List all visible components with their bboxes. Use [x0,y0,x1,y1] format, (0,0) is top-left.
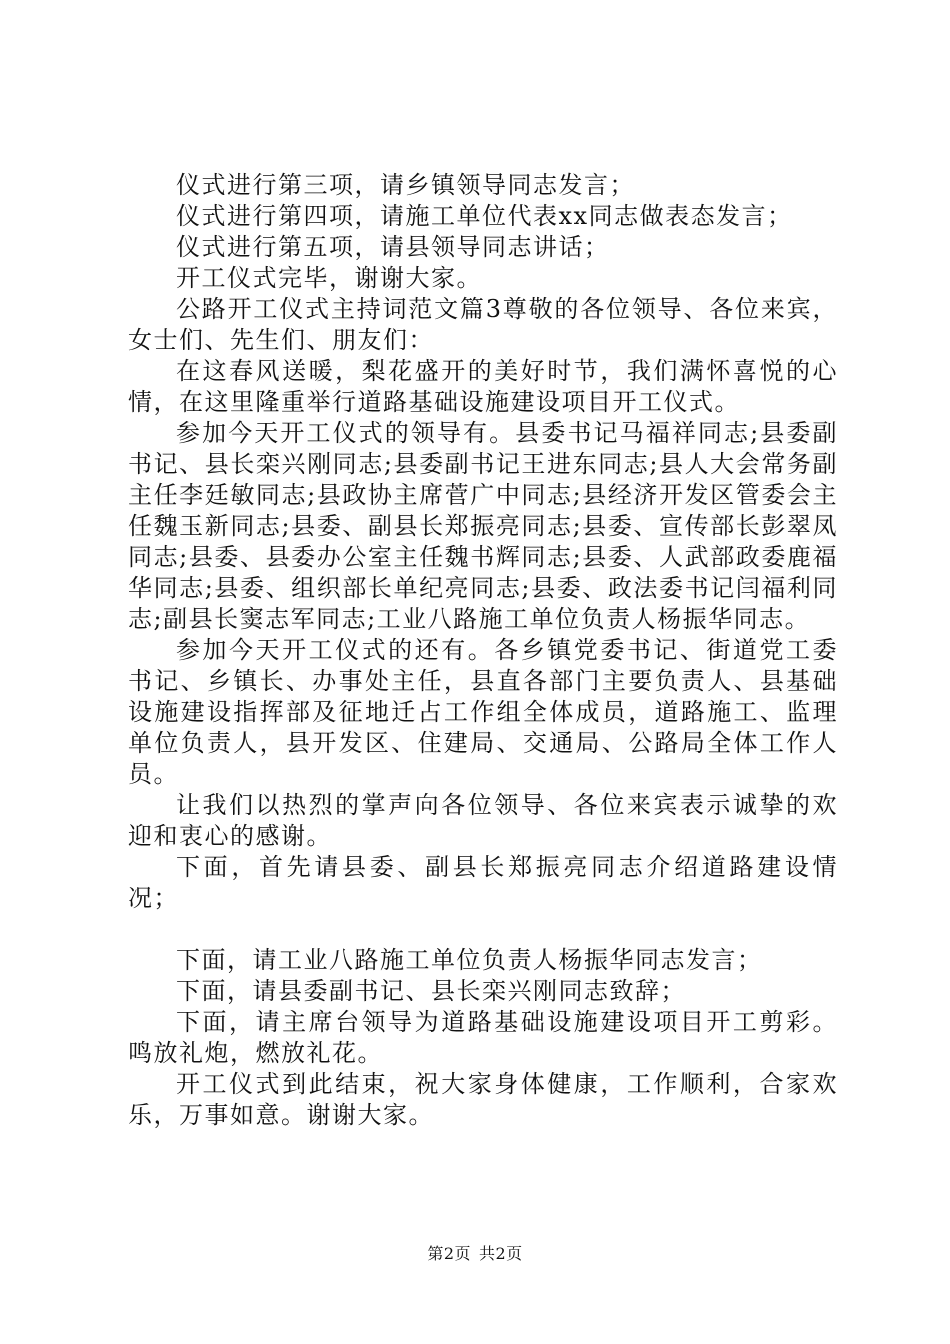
paragraph-gap [128,914,838,945]
paragraph: 参加今天开工仪式的领导有。县委书记马福祥同志;县委副书记、县长栾兴刚同志;县委副书记王进东同志;县人大会常务副主任李廷敏同志;县政协主席菅广中同志;县经济开发区管委会主任魏玉新同志;县委、副县长郑振亮同志;县委、宣传部长彭翠凤同志;县委、县委办公室主任魏书辉同志;县委、人武部政委鹿福华同志;县委、组织部长单纪亮同志;县委、政法委书记闫福利同志;副县长窦志军同志;工业八路施工单位负责人杨振华同志。 [128,419,838,633]
paragraph: 下面，请主席台领导为道路基础设施建设项目开工剪彩。鸣放礼炮，燃放礼花。 [128,1008,838,1067]
paragraph: 参加今天开工仪式的还有。各乡镇党委书记、街道党工委书记、乡镇长、办事处主任，县直各部门主要负责人、县基础设施建设指挥部及征地迁占工作组全体成员，道路施工、监理单位负责人，县开发区、住建局、交通局、公路局全体工作人员。 [128,636,838,788]
page-footer [0,1244,950,1264]
paragraph: 开工仪式完毕，谢谢大家。 [176,264,482,292]
document-body [128,170,838,1131]
paragraph: 公路开工仪式主持词范文篇3尊敬的各位领导、各位来宾，女士们、先生们、朋友们： [128,295,838,354]
paragraph: 仪式进行第五项，请县领导同志讲话； [176,233,610,261]
page-total: 共2页 [479,1244,523,1263]
paragraph: 开工仪式到此结束，祝大家身体健康，工作顺利，合家欢乐，万事如意。谢谢大家。 [128,1070,838,1129]
paragraph: 下面，请县委副书记、县长栾兴刚同志致辞； [176,977,686,1005]
paragraph: 让我们以热烈的掌声向各位领导、各位来宾表示诚挚的欢迎和衷心的感谢。 [128,791,838,850]
paragraph: 仪式进行第三项，请乡镇领导同志发言； [176,171,635,199]
paragraph: 下面，首先请县委、副县长郑振亮同志介绍道路建设情况； [128,853,838,912]
paragraph: 在这春风送暖，梨花盛开的美好时节，我们满怀喜悦的心情，在这里隆重举行道路基础设施建设项目开工仪式。 [128,357,838,416]
paragraph: 仪式进行第四项，请施工单位代表xx同志做表态发言； [176,202,793,230]
paragraph: 下面，请工业八路施工单位负责人杨振华同志发言； [176,946,763,974]
page-number: 第2页 [427,1244,471,1263]
